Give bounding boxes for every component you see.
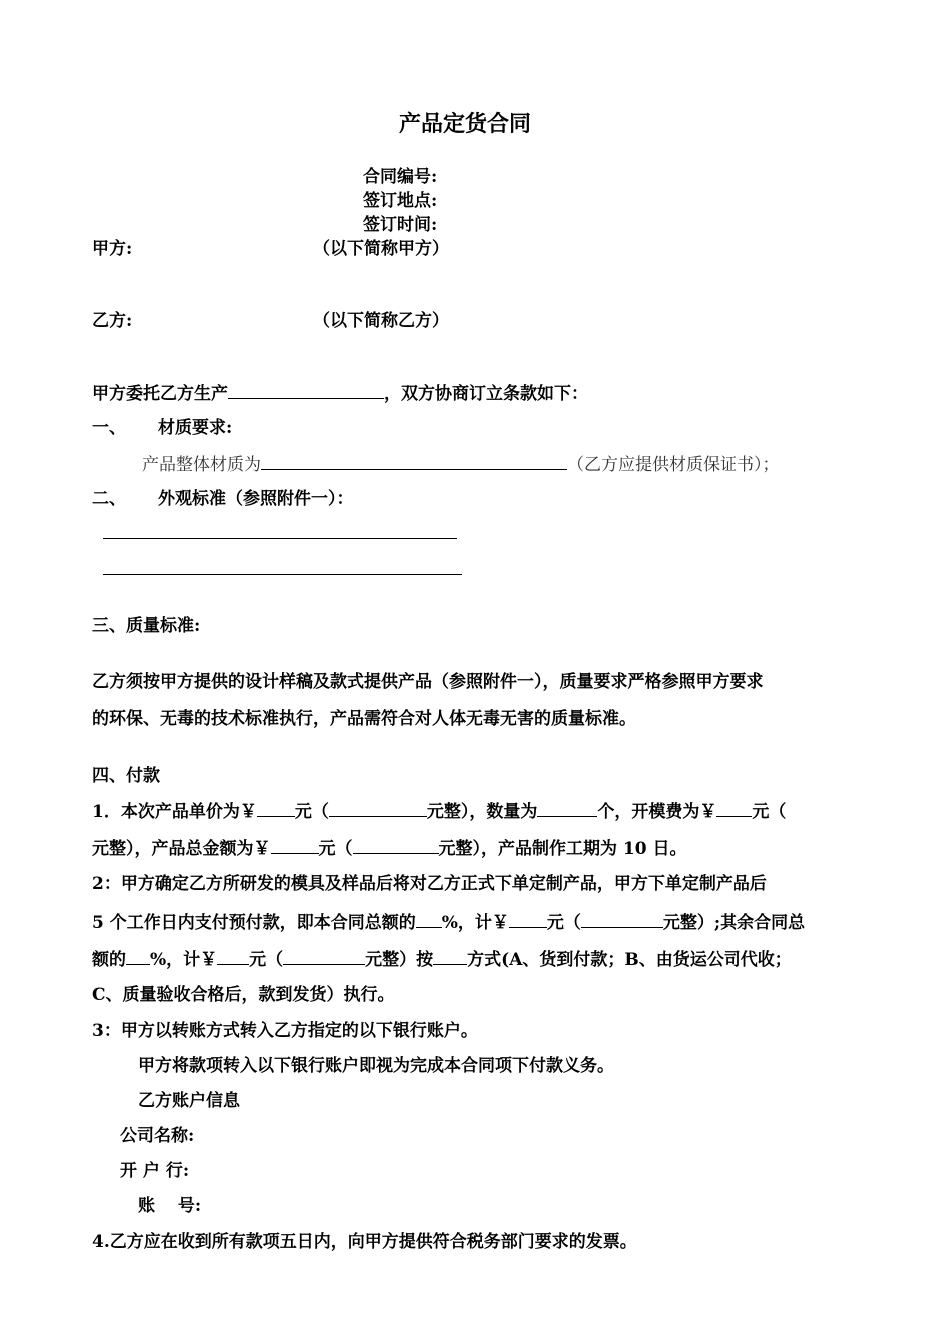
party-a-note: （以下简称甲方） — [313, 239, 449, 259]
sign-place-label: 签订地点: — [363, 191, 438, 211]
p2-i: 方式(A、货到付款；B、由货运公司代收； — [467, 950, 792, 970]
payment-p4: 4.乙方应在收到所有款项五日内，向甲方提供符合税务部门要求的发票。 — [92, 1232, 637, 1252]
p1-a: 1．本次产品单价为￥ — [92, 802, 257, 822]
party-b-note: （以下简称乙方） — [313, 311, 449, 331]
section2-number: 二、 — [92, 489, 126, 509]
p2-f: %，计￥ — [150, 950, 218, 970]
p1-b: 元（ — [294, 802, 329, 822]
material-line — [142, 451, 780, 477]
balance-amount-blank — [217, 946, 249, 965]
total-amount-blank — [271, 835, 319, 854]
payment-p3-line-2: 甲方将款项转入以下银行账户即视为完成本合同项下付款义务。 — [138, 1056, 614, 1076]
unit-price-words-blank — [329, 798, 427, 817]
p1-d: 个，开模费为￥ — [597, 802, 717, 822]
intro-line — [92, 380, 588, 406]
bank-label: 开 户 行: — [120, 1161, 190, 1181]
material-post: （乙方应提供材质保证书）； — [567, 455, 780, 475]
sign-time-label: 签订时间: — [363, 215, 438, 235]
p1-e: 元（ — [752, 802, 787, 822]
appearance-blank-line-2 — [103, 574, 462, 575]
section3-title: 三、质量标准: — [92, 616, 201, 636]
p2-c: 元（ — [546, 913, 581, 933]
payment-p1-line-2 — [92, 835, 687, 861]
payment-p2-line-2 — [92, 909, 805, 935]
p2-d: 元整）;其余合同总 — [662, 913, 806, 933]
payment-p1-line-1 — [92, 798, 786, 824]
material-pre: 产品整体材质为 — [142, 455, 261, 475]
section1-number: 一、 — [92, 418, 126, 438]
quantity-blank — [537, 798, 597, 817]
intro-pre: 甲方委托乙方生产 — [92, 384, 228, 404]
unit-price-blank — [257, 798, 295, 817]
payment-p2-line-1: 2：甲方确定乙方所研发的模具及样品后将对乙方正式下单定制产品，甲方下单定制产品后 — [92, 874, 767, 894]
intro-post: ，双方协商订立条款如下： — [384, 384, 588, 404]
section1-title: 材质要求: — [158, 418, 233, 438]
party-a-label: 甲方: — [92, 239, 133, 259]
party-b-label: 乙方: — [92, 311, 133, 331]
p1-h: 元整），产品制作工期为 10 日。 — [438, 839, 687, 859]
company-name-label: 公司名称: — [120, 1126, 195, 1146]
payment-method-blank — [433, 946, 467, 965]
section2-title: 外观标准（参照附件一）： — [158, 489, 354, 509]
prepay-amount-blank — [509, 909, 547, 928]
p2-a: 5 个工作日内支付预付款，即本合同总额的 — [92, 913, 416, 933]
account-info-heading: 乙方账户信息 — [138, 1091, 240, 1111]
section4-title: 四、付款 — [92, 766, 160, 786]
total-amount-words-blank — [353, 835, 439, 854]
p1-f: 元整），产品总金额为￥ — [92, 839, 271, 859]
prepay-percent-blank — [416, 909, 442, 928]
payment-p2-line-3 — [92, 946, 792, 972]
account-number-label: 账 号: — [138, 1196, 202, 1216]
p2-e: 额的 — [92, 950, 126, 970]
appearance-blank-line-1 — [103, 538, 457, 539]
quality-paragraph-line-2: 的环保、无毒的技术标准执行，产品需符合对人体无毒无害的质量标准。 — [92, 709, 636, 729]
balance-percent-blank — [126, 946, 150, 965]
document-title: 产品定货合同 — [399, 111, 532, 137]
prepay-words-blank — [581, 909, 663, 928]
mold-fee-blank — [716, 798, 752, 817]
payment-p3-line-1: 3：甲方以转账方式转入乙方指定的以下银行账户。 — [92, 1021, 478, 1041]
balance-words-blank — [283, 946, 365, 965]
p2-g: 元（ — [249, 950, 284, 970]
p2-h: 元整）按 — [365, 950, 434, 970]
payment-p2-line-4: C、质量验收合格后，款到发货）执行。 — [92, 985, 395, 1005]
p2-b: %，计￥ — [441, 913, 509, 933]
material-blank — [261, 451, 567, 470]
product-blank — [228, 380, 384, 399]
contract-number-label: 合同编号: — [363, 167, 438, 187]
p1-c: 元整），数量为 — [426, 802, 538, 822]
p1-g: 元（ — [318, 839, 353, 859]
quality-paragraph-line-1: 乙方须按甲方提供的设计样稿及款式提供产品（参照附件一），质量要求严格参照甲方要求 — [92, 672, 764, 692]
